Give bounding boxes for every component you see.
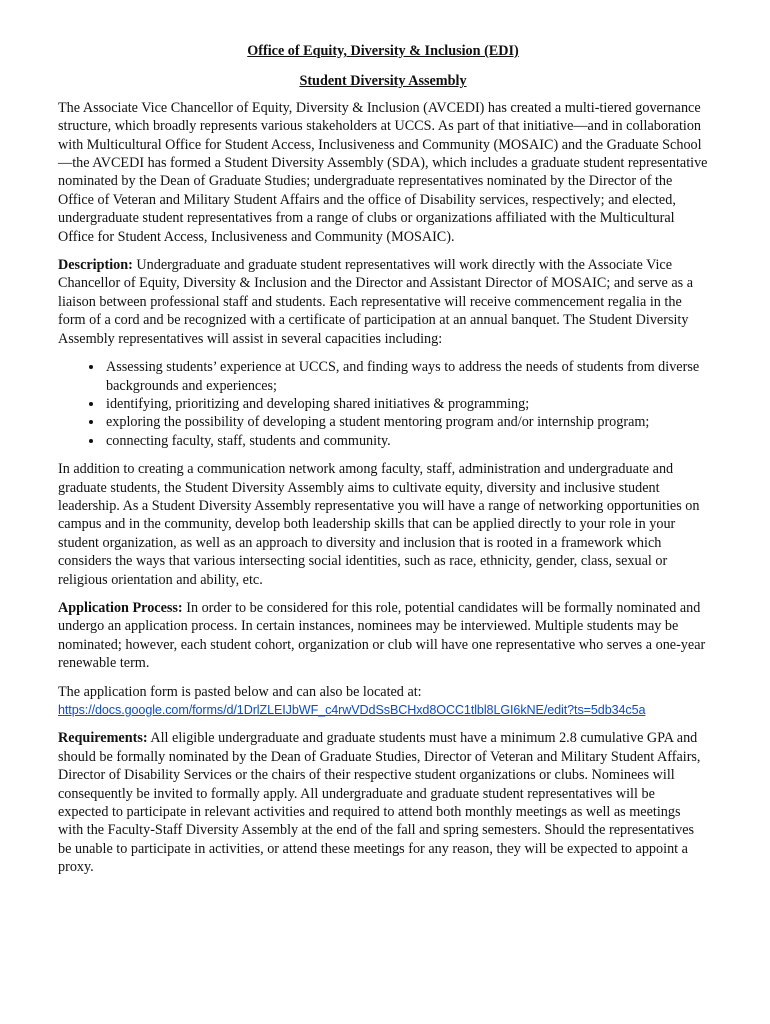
- intro-paragraph: The Associate Vice Chancellor of Equity, Diversity & Inclusion (AVCEDI) has created a multi-tiered governance structure, which broadly represents various stakeholders at UCCS. As part of that initiative—and in collaboration with Multicultural Office for Student Access, Inclusiveness and Community (MOSAIC) and the Graduate School—the AVCEDI has formed a Student Diversity Assembly (SDA), which includes a graduate student representative nominated by the Dean of Graduate Studies; undergraduate representatives nominated by the Director of the Office of Veteran and Military Student Affairs and the office of Disability services, respectively; and elected, undergraduate student representatives from a range of clubs or organizations affiliated with the Multicultural Office for Student Access, Inclusiveness and Community (MOSAIC).: [58, 99, 708, 245]
- document-subtitle: Student Diversity Assembly: [299, 73, 467, 90]
- requirements-label: Requirements:: [58, 730, 148, 747]
- list-item: • Assessing students’ experience at UCCS, and finding ways to address the needs of students from diverse backgrounds and experiences;: [104, 358, 708, 395]
- network-paragraph: In addition to creating a communication network among faculty, staff, administration and undergraduate and graduate students, the Student Diversity Assembly aims to cultivate equity, diversity and inclusive student leadership. As a Student Diversity Assembly representative you will have a range of networking opportunities on campus and in the community, develop both leadership skills that can be applied directly to your role in your student organization, as well as an approach to diversity and inclusion that is rooted in a framework which considers the ways that various intersecting social identities, such as race, ethnicity, gender, class, sexual or religious orientation and ability, etc.: [58, 461, 700, 588]
- application-form-text: The application form is pasted below and can also be located at:: [58, 683, 422, 700]
- application-text: In order to be considered for this role, potential candidates will be formally nominated and undergo an application process. In certain instances, nominees may be interviewed. Multiple students may be nominated; however, each student cohort, organization or club will have one representative who serves a one-year renewable term.: [58, 599, 706, 672]
- list-item: • identifying, prioritizing and developing shared initiatives & programming;: [104, 395, 708, 413]
- list-item: • connecting faculty, staff, students and community.: [104, 432, 708, 450]
- description-label: Description:: [58, 257, 133, 274]
- list-item: • exploring the possibility of developing a student mentoring program and/or internship program;: [104, 413, 708, 431]
- document-title: Office of Equity, Diversity & Inclusion (EDI): [247, 43, 519, 59]
- capacities-list: [58, 358, 708, 450]
- description-text: Undergraduate and graduate student representatives will work directly with the Associate Vice Chancellor of Equity, Diversity & Inclusion and the Director and Assistant Director of MOSAIC; and serve as a liaison between professional staff and students. Each representative will receive commencement regalia in the form of a cord and be recognized with a certificate of participation at an annual banquet. The Student Diversity Assembly representatives will assist in several capacities including:: [58, 257, 694, 347]
- application-paragraph: [58, 599, 708, 673]
- application-form-paragraph: [58, 683, 708, 720]
- application-form-link[interactable]: https://docs.google.com/forms/d/1DrlZLEIJbWF_c4rwVDdSsBCHxd8OCC1tlbl8LGI6kNE/edit?ts=5db34c5a: [58, 703, 646, 717]
- description-paragraph: [58, 256, 708, 348]
- requirements-paragraph: [58, 729, 708, 876]
- requirements-text: All eligible undergraduate and graduate students must have a minimum 2.8 cumulative GPA and should be formally nominated by the Dean of Graduate Studies, Director of Veteran and Military Student Affairs, Director of Disability Services or the chairs of their respective student organizations or clubs. Nominees will consequently be invited to formally apply. All undergraduate and graduate student representatives will be expected to participate in relevant activities and required to attend both monthly meetings as well as meetings with the Faculty-Staff Diversity Assembly at the end of the fall and spring semesters. Should the representatives be unable to participate in activities, or attend these meetings for any reason, they will be expected to appoint a proxy.: [58, 730, 701, 876]
- application-label: Application Process:: [58, 599, 183, 616]
- document-page: [58, 42, 708, 887]
